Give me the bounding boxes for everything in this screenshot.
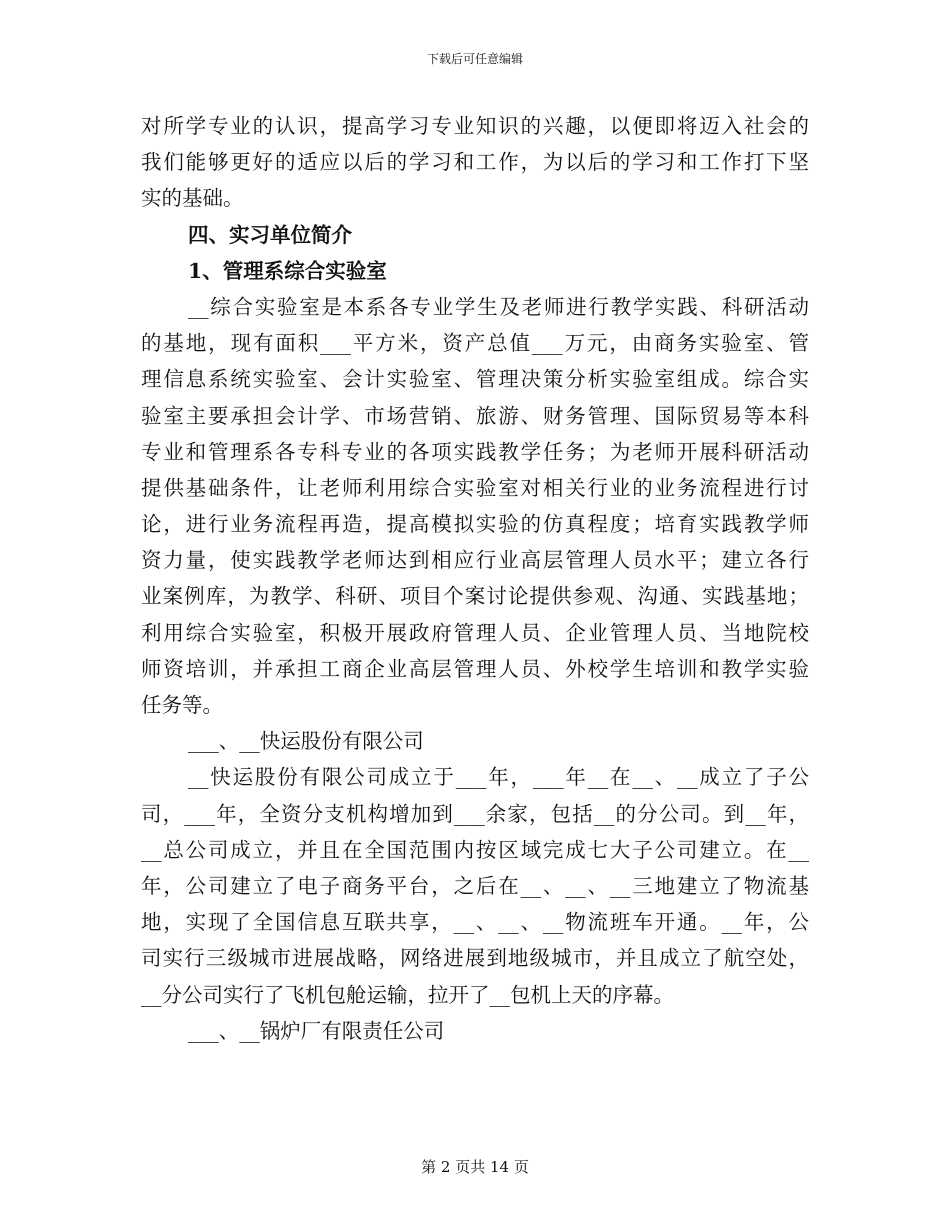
body-line: 资力量，使实践教学老师达到相应行业高层管理人员水平；建立各行 xyxy=(141,548,809,573)
body-line: 利用综合实验室，积极开展政府管理人员、企业管理人员、当地院校 xyxy=(141,620,809,645)
body-line: 提供基础条件，让老师利用综合实验室对相关行业的业务流程进行讨 xyxy=(141,475,809,500)
body-line: 业案例库，为教学、科研、项目个案讨论提供参观、沟通、实践基地； xyxy=(141,584,809,609)
body-line: 司，___年，全资分支机构增加到___余家，包括__的分公司。到__年， xyxy=(141,801,809,826)
document-body xyxy=(141,108,809,1049)
body-line: 专业和管理系各专科专业的各项实践教学任务；为老师开展科研活动 xyxy=(141,439,809,464)
body-line: 我们能够更好的适应以后的学习和工作，为以后的学习和工作打下坚 xyxy=(141,150,809,175)
body-line: 任务等。 xyxy=(141,693,223,717)
body-line: __分公司实行了飞机包舱运输，拉开了__包机上天的序幕。 xyxy=(141,982,674,1007)
section-heading: 四、实习单位简介 xyxy=(188,222,352,247)
body-line: __总公司成立，并且在全国范围内按区域完成七大子公司建立。在__ xyxy=(141,837,809,862)
sub-heading: 1、管理系综合实验室 xyxy=(188,258,387,283)
body-line: 地，实现了全国信息互联共享，__、__、__物流班车开通。__年，公 xyxy=(141,910,809,935)
body-line: 司实行三级城市进展战略，网络进展到地级城市，并且成立了航空处， xyxy=(141,946,809,971)
page-header: 下载后可任意编辑 xyxy=(426,52,523,66)
body-line: 理信息系统实验室、会计实验室、管理决策分析实验室组成。综合实 xyxy=(141,367,809,392)
body-line: 年，公司建立了电子商务平台，之后在__、__、__三地建立了物流基 xyxy=(141,873,809,898)
company-title: ___、__快运股份有限公司 xyxy=(188,729,424,754)
page-footer: 第 2 页共 14 页 xyxy=(421,1158,529,1176)
body-line: __综合实验室是本系各专业学生及老师进行教学实践、科研活动 xyxy=(188,294,809,319)
body-line: 对所学专业的认识，提高学习专业知识的兴趣，以便即将迈入社会的 xyxy=(141,114,809,138)
body-line: 论，进行业务流程再造，提高模拟实验的仿真程度；培育实践教学师 xyxy=(141,512,809,537)
company-title: ___、__锅炉厂有限责任公司 xyxy=(188,1018,445,1043)
body-line: 实的基础。 xyxy=(141,186,244,211)
body-line: 的基地，现有面积___平方米，资产总值___万元，由商务实验室、管 xyxy=(141,331,809,356)
body-line: __快运股份有限公司成立于___年，___年__在__、__成立了子公 xyxy=(188,765,809,790)
body-line: 师资培训，并承担工商企业高层管理人员、外校学生培训和教学实验 xyxy=(141,656,809,681)
body-line: 验室主要承担会计学、市场营销、旅游、财务管理、国际贸易等本科 xyxy=(141,403,809,428)
